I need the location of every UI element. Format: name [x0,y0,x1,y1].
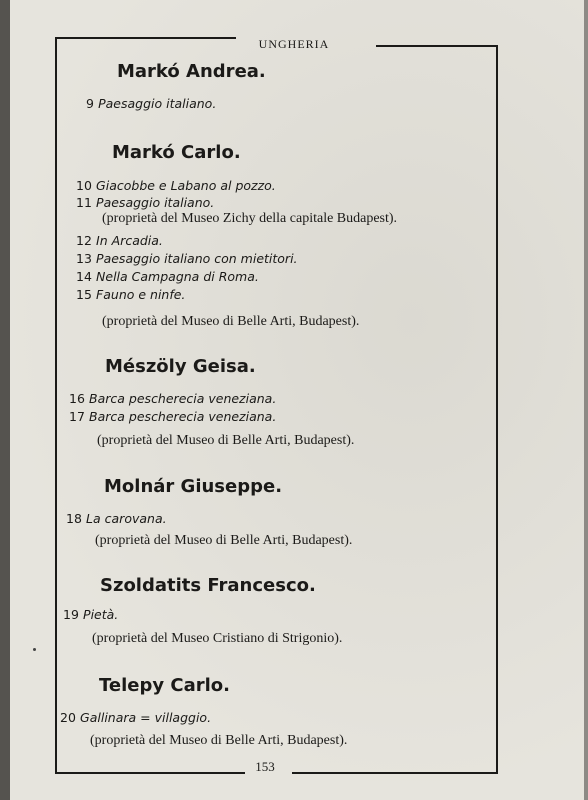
catalog-entry [76,286,185,304]
catalog-entry [63,606,118,624]
entry-title: Giacobbe e Labano al pozzo. [96,178,276,193]
entry-title: Gallinara = villaggio. [80,710,212,725]
entry-number: 12 [76,233,92,248]
provenance-note: (proprietà del Museo Zichy della capitale Budapest). [102,211,398,226]
entry-number: 9 [86,96,94,111]
entry-number: 19 [63,607,79,622]
entry-number: 14 [76,269,92,284]
entry-title: Paesaggio italiano con mietitori. [96,251,298,266]
entry-number: 15 [76,287,92,302]
catalog-entry [86,95,216,113]
artist-heading: Markó Andrea. [117,61,266,82]
frame-left-rule [55,37,57,774]
binding-shadow [0,0,10,800]
entry-title: Fauno e ninfe. [96,287,186,302]
catalog-entry [76,194,214,212]
entry-number: 10 [76,178,92,193]
entry-title: Pietà. [83,607,119,622]
provenance-note: (proprietà del Museo di Belle Arti, Budapest). [95,533,353,548]
frame-right-rule [496,45,498,774]
artist-heading: Mészöly Geisa. [105,356,256,377]
catalog-entry [76,250,298,268]
catalog-entry [69,390,276,408]
catalog-entry [76,232,163,250]
artist-heading: Markó Carlo. [112,142,241,163]
entry-title: Barca pescherecia veneziana. [89,391,277,406]
page-number: 153 [255,759,275,774]
entry-title: Paesaggio italiano. [98,96,217,111]
artist-heading: Telepy Carlo. [99,675,230,696]
catalog-entry [66,510,167,528]
artist-heading: Molnár Giuseppe. [104,476,283,497]
entry-number: 18 [66,511,82,526]
catalog-entry [76,177,276,195]
entry-title: In Arcadia. [96,233,163,248]
provenance-note: (proprietà del Museo di Belle Arti, Budapest). [102,314,360,329]
provenance-note: (proprietà del Museo di Belle Arti, Budapest). [90,733,348,748]
entry-title: Paesaggio italiano. [96,195,215,210]
provenance-note: (proprietà del Museo Cristiano di Strigonio). [92,631,343,646]
entry-title: Nella Campagna di Roma. [96,269,259,284]
provenance-note: (proprietà del Museo di Belle Arti, Budapest). [97,433,355,448]
ink-speck [33,648,36,651]
page-edge [584,0,588,800]
running-head: UNGHERIA [258,37,330,51]
entry-number: 20 [60,710,76,725]
entry-number: 13 [76,251,92,266]
entry-title: La carovana. [86,511,167,526]
artist-heading: Szoldatits Francesco. [100,575,316,596]
entry-number: 16 [69,391,85,406]
catalog-entry [69,408,276,426]
entry-title: Barca pescherecia veneziana. [89,409,277,424]
catalog-entry [76,268,259,286]
catalog-entry [60,709,211,727]
entry-number: 17 [69,409,85,424]
entry-number: 11 [76,195,92,210]
